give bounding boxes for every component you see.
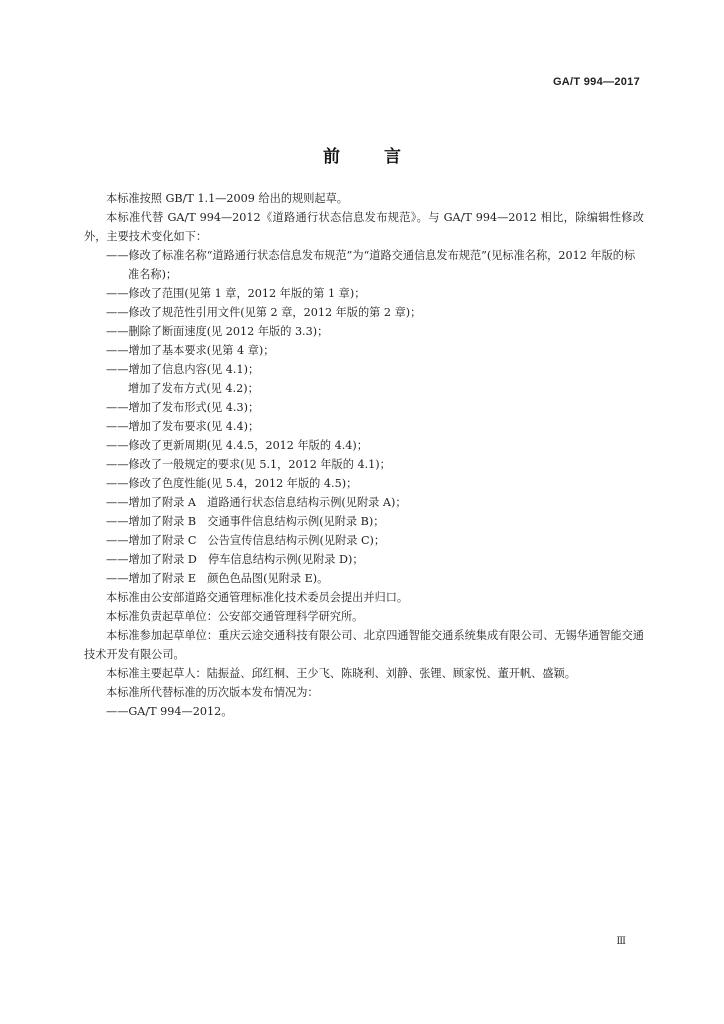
list-item: ——增加了发布形式(见 4.3)； (106, 401, 260, 414)
paragraph-version-history: 本标准所代替标准的历次版本发布情况为： (106, 686, 319, 699)
paragraph-participating-drafters: 本标准参加起草单位：重庆云途交通科技有限公司、北京四通智能交通系统集成有限公司、无锡华通智能交通技术开发有限公司。 (84, 629, 644, 661)
list-item: ——修改了一般规定的要求(见 5.1，2012 年版的 4.1)； (106, 458, 391, 471)
list-item: ——增加了附录 D 停车信息结构示例(见附录 D)； (106, 553, 364, 566)
standard-code: GA/T 994—2017 (552, 76, 640, 88)
paragraph-lead-drafter: 本标准负责起草单位：公安部交通管理科学研究所。 (106, 610, 364, 623)
paragraph-drafting-rules: 本标准按照 GB/T 1.1—2009 给出的规则起草。 (106, 192, 348, 205)
list-item: ——修改了标准名称“道路通行状态信息发布规范”为“道路交通信息发布规范”(见标准名称，2012 年版的标准名称)； (106, 249, 636, 281)
list-item: ——修改了色度性能(见 5.4，2012 年版的 4.5)； (106, 477, 358, 490)
paragraph-replacement-note: 本标准代替 GA/T 994—2012《道路通行状态信息发布规范》。与 GA/T 994—2012 相比，除编辑性修改外，主要技术变化如下： (84, 211, 644, 243)
list-item-history: ——GA/T 994—2012。 (106, 705, 233, 718)
list-item: ——增加了信息内容(见 4.1)； (106, 363, 260, 376)
page-number: Ⅲ (616, 936, 626, 947)
list-item: ——增加了附录 C 公告宣传信息结构示例(见附录 C)； (106, 534, 386, 547)
list-item: ——增加了附录 A 道路通行状态信息结构示例(见附录 A)； (106, 496, 407, 509)
list-item: ——删除了断面速度(见 2012 年版的 3.3)； (106, 325, 329, 338)
foreword-body (84, 189, 644, 721)
list-item: ——修改了规范性引用文件(见第 2 章，2012 年版的第 2 章)； (106, 306, 422, 319)
paragraph-proposer: 本标准由公安部道路交通管理标准化技术委员会提出并归口。 (106, 591, 409, 604)
list-item: ——增加了附录 E 颜色色品图(见附录 E)。 (106, 572, 329, 585)
list-item: ——修改了范围(见第 1 章，2012 年版的第 1 章)； (106, 287, 366, 300)
list-item: ——增加了发布要求(见 4.4)； (106, 420, 260, 433)
list-item: ——修改了更新周期(见 4.4.5，2012 年版的 4.4)； (106, 439, 368, 452)
list-item: ——增加了附录 B 交通事件信息结构示例(见附录 B)； (106, 515, 385, 528)
page-title: 前言 (323, 147, 445, 167)
changes-list (84, 246, 644, 588)
list-item: 增加了发布方式(见 4.2)； (128, 382, 259, 395)
paragraph-main-drafters: 本标准主要起草人：陆振益、邱红桐、王少飞、陈晓利、刘静、张锂、顾家悦、董开帆、盛颖。 (106, 667, 576, 680)
list-item: ——增加了基本要求(见第 4 章)； (106, 344, 275, 357)
